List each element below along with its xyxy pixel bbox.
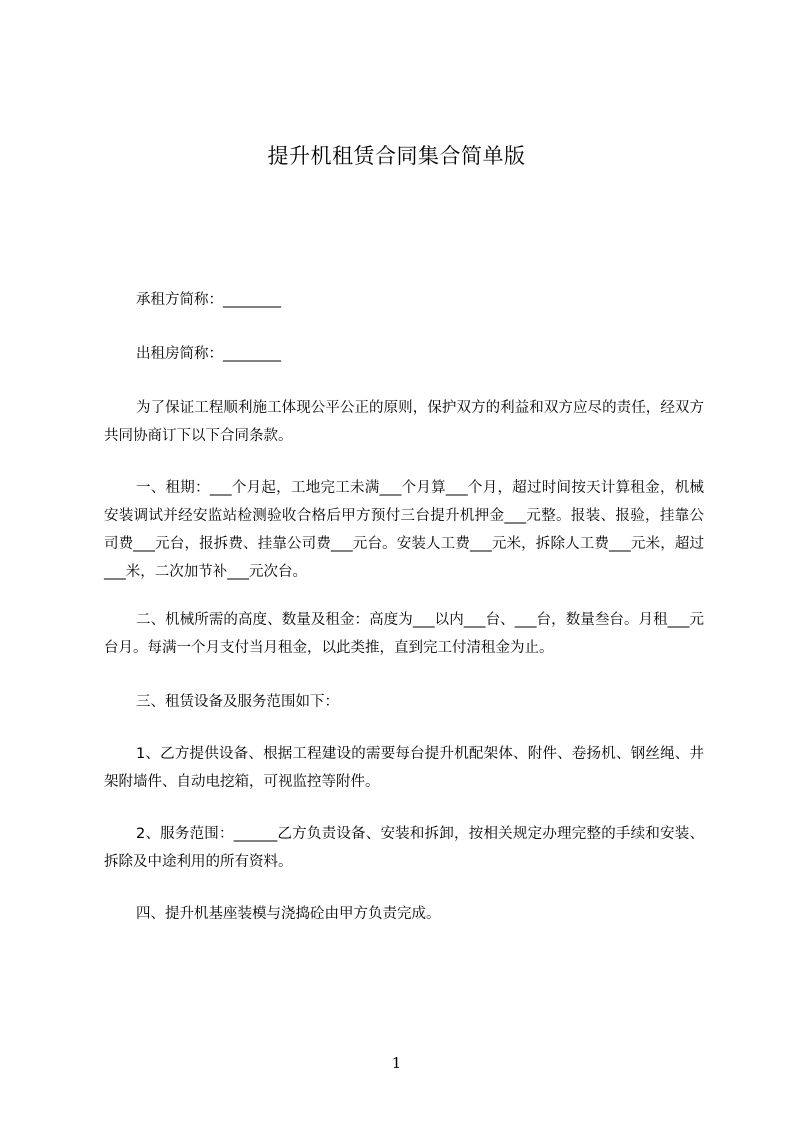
- preamble-paragraph: 为了保证工程顺利施工体现公平公正的原则，保护双方的利益和双方应尽的责任，经双方共同协商订下以下合同条款。: [104, 400, 704, 444]
- clause-3-item-1: 1、乙方提供设备、根据工程建设的需要每台提升机配架体、附件、卷扬机、钢丝绳、井架附墙件、自动电挖箱，可视监控等附件。: [104, 746, 704, 790]
- lessee-name-line: 承租方简称：________: [136, 292, 281, 308]
- clause-1-lease-term: 一、租期：___个月起，工地完工未满___个月算___个月，超过时间按天计算租金，机械安装调试并经安监站检测验收合格后甲方预付三台提升机押金___元整。报装、报验，挂靠公司费___元台，报拆费、挂靠公司费___元台。安装人工费___元米，拆除人工费___元米，超过___米，二次加节补___元次台。: [104, 480, 704, 580]
- clause-2-height-quantity-rent: 二、机械所需的高度、数量及租金：高度为___以内___台、___台，数量叁台。月租___元台月。每满一个月支付当月租金，以此类推，直到完工付清租金为止。: [104, 612, 704, 656]
- clause-3-heading: 三、租赁设备及服务范围如下：: [136, 694, 339, 710]
- lessor-name-line: 出租房简称：________: [136, 346, 281, 362]
- page-number: 1: [391, 1054, 402, 1072]
- clause-4: 四、提升机基座装模与浇捣砼由甲方负责完成。: [136, 906, 441, 922]
- clause-3-item-2: 2、服务范围：______乙方负责设备、安装和拆卸，按相关规定办理完整的手续和安装、拆除及中途利用的所有资料。: [104, 826, 704, 870]
- document-title: 提升机租赁合同集合简单版: [267, 144, 526, 168]
